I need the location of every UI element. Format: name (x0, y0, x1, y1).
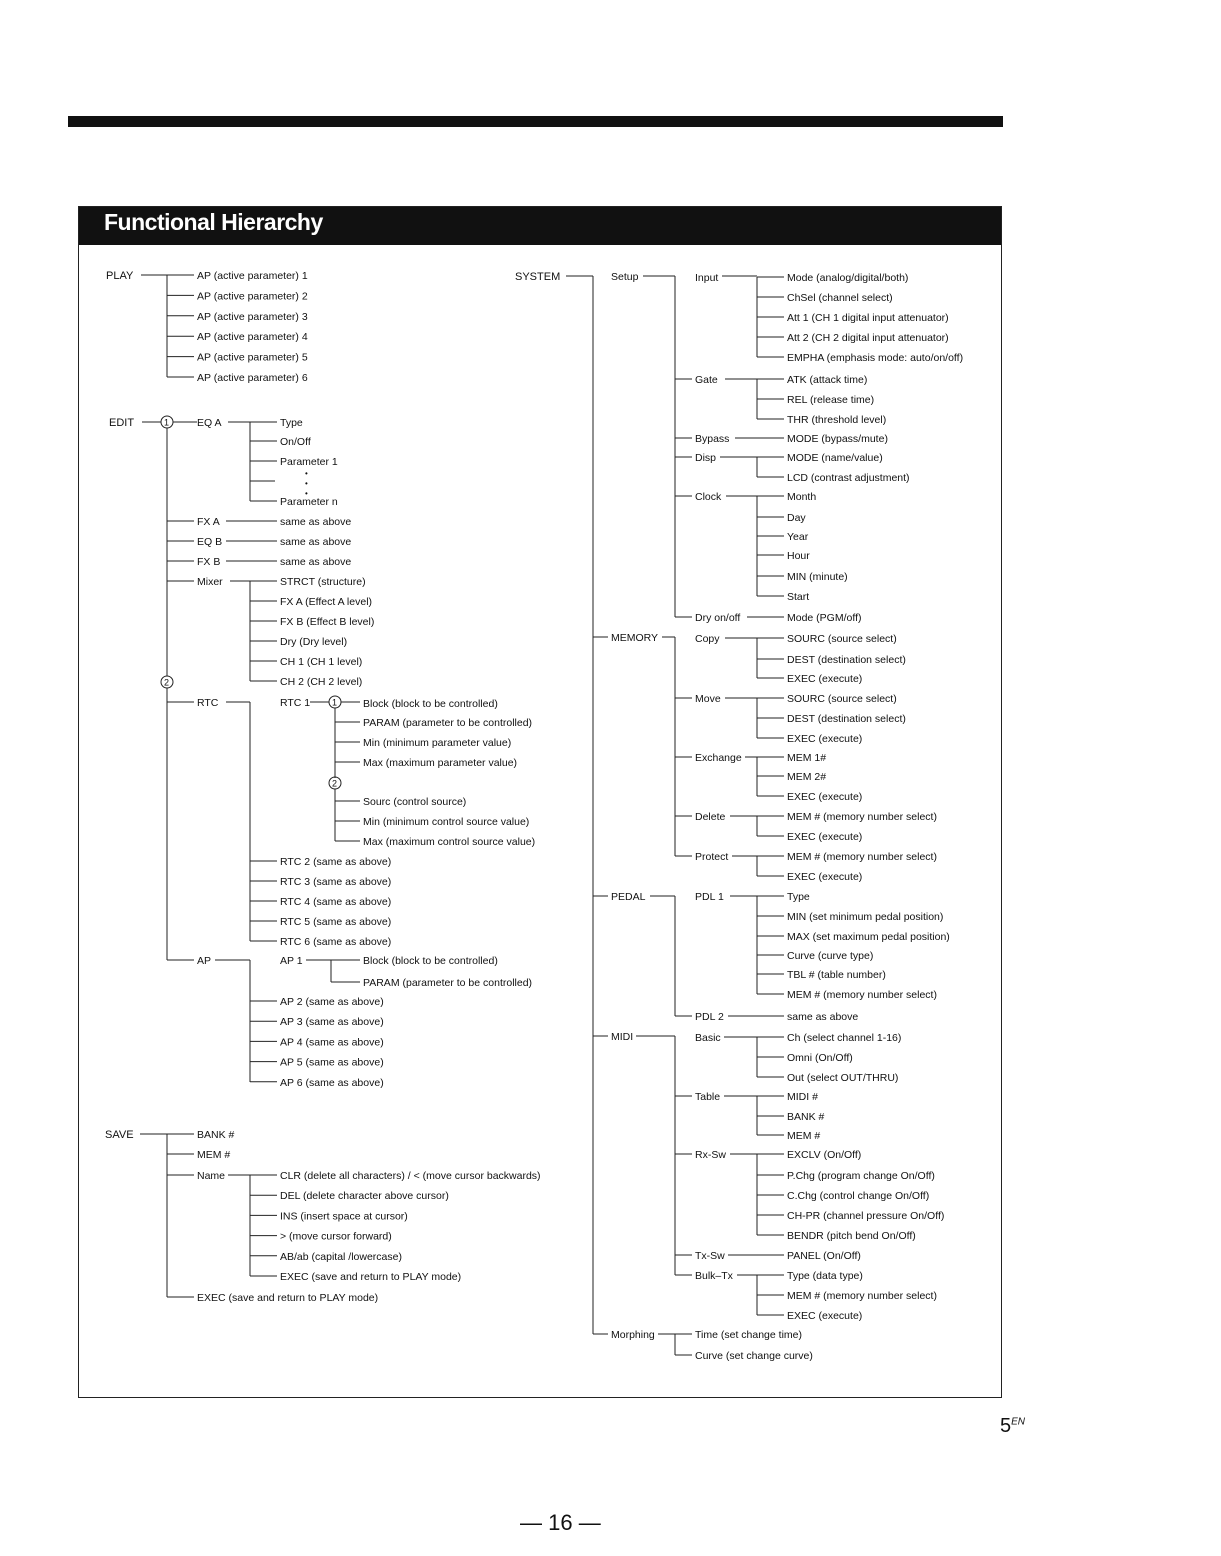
clock-item: Day (787, 512, 806, 524)
move-label: Move (695, 693, 721, 705)
edit-block-label: FX B (197, 556, 221, 568)
ap1-item: Block (block to be controlled) (363, 955, 498, 967)
name-item: AB/ab (capital /lowercase) (280, 1250, 402, 1263)
eqa-item: Parameter n (280, 496, 338, 508)
name-item: EXEC (save and return to PLAY mode) (280, 1271, 462, 1283)
protect-item: MEM # (memory number select) (787, 851, 937, 863)
morph-item: Curve (set change curve) (695, 1350, 813, 1362)
ap-label: AP (197, 955, 212, 967)
protect-label: Protect (695, 851, 729, 863)
rtc-more-item: RTC 5 (same as above) (280, 916, 392, 928)
clock-item: Month (787, 491, 817, 503)
pdl1-item: Curve (curve type) (787, 950, 874, 962)
page-title: Functional Hierarchy (104, 209, 323, 235)
disp-item: MODE (name/value) (787, 452, 883, 464)
protect-item: EXEC (execute) (787, 871, 863, 883)
clock-item: Year (787, 531, 809, 543)
morph-item: Time (set change time) (695, 1329, 802, 1341)
rtc1-item: Sourc (control source) (363, 796, 467, 808)
disp-item: LCD (contrast adjustment) (787, 472, 910, 484)
gate-label: Gate (695, 374, 718, 386)
mixer-label: Mixer (197, 576, 223, 588)
edit-block-label: EQ B (197, 536, 223, 548)
delete-label: Delete (695, 811, 726, 823)
input-item: ChSel (channel select) (787, 292, 893, 304)
play-item: AP (active parameter) 5 (197, 351, 308, 364)
pdl2-label: PDL 2 (695, 1011, 724, 1023)
rtc1-label: RTC 1 (280, 697, 311, 709)
table-item: MIDI # (787, 1091, 818, 1103)
name-label: Name (197, 1170, 226, 1182)
pdl2-item: same as above (787, 1011, 859, 1023)
dry-item: Mode (PGM/off) (787, 612, 862, 624)
ap-more-item: AP 4 (same as above) (280, 1036, 384, 1049)
midi-label: MIDI (611, 1031, 634, 1043)
play-item: AP (active parameter) 4 (197, 331, 308, 344)
ap1-label: AP 1 (280, 955, 303, 967)
page-label (1000, 1415, 1025, 1438)
rxsw-item: BENDR (pitch bend On/Off) (787, 1230, 916, 1242)
mixer-item: CH 1 (CH 1 level) (280, 656, 363, 668)
eqa-label: EQ A (197, 417, 222, 429)
delete-item: MEM # (memory number select) (787, 811, 937, 823)
dry-label: Dry on/off (695, 612, 741, 624)
play-item: AP (active parameter) 2 (197, 290, 308, 303)
mixer-item: Dry (Dry level) (280, 636, 348, 648)
save-item: MEM # (197, 1149, 231, 1161)
delete-item: EXEC (execute) (787, 831, 863, 843)
bypass-item: MODE (bypass/mute) (787, 433, 888, 445)
play-item: AP (active parameter) 6 (197, 372, 308, 384)
mixer-item: FX B (Effect B level) (280, 616, 375, 628)
rxsw-item: EXCLV (On/Off) (787, 1149, 862, 1161)
pdl1-item: MIN (set minimum pedal position) (787, 911, 944, 923)
pdl1-item: TBL # (table number) (787, 969, 886, 981)
rtc1-item: Max (maximum control source value) (363, 836, 536, 848)
gate-item: REL (release time) (787, 394, 875, 406)
bypass-label: Bypass (695, 433, 730, 445)
save-label: SAVE (105, 1129, 134, 1141)
page-label-number: 5 (1000, 1415, 1012, 1437)
exchange-label: Exchange (695, 752, 742, 764)
ellipsis-dot: • (305, 489, 308, 498)
play-item: AP (active parameter) 3 (197, 310, 308, 323)
move-item: EXEC (execute) (787, 733, 863, 745)
play-item: AP (active parameter) 1 (197, 270, 308, 282)
name-item: DEL (delete character above cursor) (280, 1190, 449, 1203)
input-item: EMPHA (emphasis mode: auto/on/off) (787, 352, 964, 364)
rxsw-item: CH-PR (channel pressure On/Off) (787, 1210, 945, 1222)
eqa-item: Parameter 1 (280, 456, 338, 468)
pedal-label: PEDAL (611, 891, 646, 903)
clock-label: Clock (695, 491, 722, 503)
page-number: — 16 — (520, 1510, 601, 1535)
rtc1-item: Max (maximum parameter value) (363, 757, 518, 769)
txsw-item: PANEL (On/Off) (787, 1250, 861, 1262)
bulk-item: Type (data type) (787, 1270, 863, 1282)
pdl1-item: MAX (set maximum pedal position) (787, 931, 950, 943)
eqa-item: On/Off (280, 436, 311, 448)
table-item: MEM # (787, 1130, 821, 1142)
input-item: Mode (analog/digital/both) (787, 272, 909, 284)
rtc-marker-1-label: 1 (332, 697, 338, 708)
name-item: INS (insert space at cursor) (280, 1210, 408, 1223)
copy-item: SOURC (source select) (787, 633, 897, 645)
ap1-item: PARAM (parameter to be controlled) (363, 977, 533, 989)
ellipsis-dot: • (305, 469, 308, 478)
name-item: CLR (delete all characters) / < (move cursor backwards) (280, 1170, 541, 1182)
pdl1-label: PDL 1 (695, 891, 724, 903)
bulktx-label: Bulk–Tx (695, 1270, 733, 1282)
rtc-label: RTC (197, 697, 219, 709)
mixer-item: CH 2 (CH 2 level) (280, 676, 363, 688)
ap-more-item: AP 3 (same as above) (280, 1016, 384, 1029)
rxsw-item: C.Chg (control change On/Off) (787, 1190, 930, 1202)
rxsw-label: Rx-Sw (695, 1149, 726, 1161)
edit-marker-1-label: 1 (164, 417, 170, 428)
edit-block-label: FX A (197, 516, 220, 528)
system-label: SYSTEM (515, 271, 561, 283)
save-item: BANK # (197, 1129, 235, 1141)
clock-item: Hour (787, 550, 810, 562)
bulk-item: EXEC (execute) (787, 1310, 863, 1322)
mixer-item: STRCT (structure) (280, 576, 366, 588)
same-as-above: same as above (280, 536, 352, 548)
copy-label: Copy (695, 633, 720, 645)
name-item: > (move cursor forward) (280, 1230, 392, 1243)
memory-label: MEMORY (611, 632, 659, 644)
same-as-above: same as above (280, 516, 352, 528)
input-item: Att 2 (CH 2 digital input attenuator) (787, 332, 949, 344)
basic-item: Ch (select channel 1-16) (787, 1032, 902, 1044)
save-exec: EXEC (save and return to PLAY mode) (197, 1292, 379, 1304)
bulk-item: MEM # (memory number select) (787, 1290, 937, 1302)
same-as-above: same as above (280, 556, 352, 568)
rtc1-item: Min (minimum parameter value) (363, 737, 512, 749)
ap-more-item: AP 6 (same as above) (280, 1076, 384, 1089)
edit-label: EDIT (109, 417, 135, 429)
basic-item: Omni (On/Off) (787, 1052, 853, 1064)
mixer-item: FX A (Effect A level) (280, 596, 373, 608)
move-item: SOURC (source select) (787, 693, 897, 705)
rtc-marker-2-label: 2 (332, 778, 338, 789)
move-item: DEST (destination select) (787, 713, 906, 725)
input-item: Att 1 (CH 1 digital input attenuator) (787, 312, 949, 324)
copy-item: EXEC (execute) (787, 673, 863, 685)
rtc-more-item: RTC 4 (same as above) (280, 896, 392, 908)
setup-label: Setup (611, 271, 639, 283)
clock-item: MIN (minute) (787, 571, 848, 583)
basic-label: Basic (695, 1032, 721, 1044)
rtc-more-item: RTC 3 (same as above) (280, 876, 392, 888)
rtc1-item: Min (minimum control source value) (363, 816, 530, 828)
exchange-item: MEM 1# (787, 752, 827, 764)
pdl1-item: MEM # (memory number select) (787, 989, 937, 1001)
ap-more-item: AP 5 (same as above) (280, 1056, 384, 1069)
page-label-suffix: EN (1011, 1416, 1026, 1428)
ellipsis-dot: • (305, 479, 308, 488)
rtc1-item: PARAM (parameter to be controlled) (363, 717, 533, 729)
clock-item: Start (787, 591, 810, 603)
rtc1-item: Block (block to be controlled) (363, 698, 498, 710)
ap-more-item: AP 2 (same as above) (280, 996, 384, 1008)
gate-item: THR (threshold level) (787, 414, 887, 426)
edit-marker-2-label: 2 (164, 677, 170, 688)
gate-item: ATK (attack time) (787, 374, 868, 386)
table-label: Table (695, 1091, 721, 1103)
rtc-more-item: RTC 2 (same as above) (280, 856, 392, 868)
disp-label: Disp (695, 452, 717, 464)
txsw-label: Tx-Sw (695, 1250, 725, 1262)
exchange-item: MEM 2# (787, 771, 827, 783)
play-label: PLAY (106, 270, 134, 282)
copy-item: DEST (destination select) (787, 654, 906, 666)
pdl1-item: Type (787, 891, 810, 903)
rxsw-item: P.Chg (program change On/Off) (787, 1170, 935, 1182)
input-label: Input (695, 272, 719, 284)
exchange-item: EXEC (execute) (787, 791, 863, 803)
basic-item: Out (select OUT/THRU) (787, 1072, 899, 1084)
table-item: BANK # (787, 1111, 825, 1123)
morphing-label: Morphing (611, 1329, 655, 1341)
eqa-item: Type (280, 417, 303, 429)
rtc-more-item: RTC 6 (same as above) (280, 936, 392, 948)
